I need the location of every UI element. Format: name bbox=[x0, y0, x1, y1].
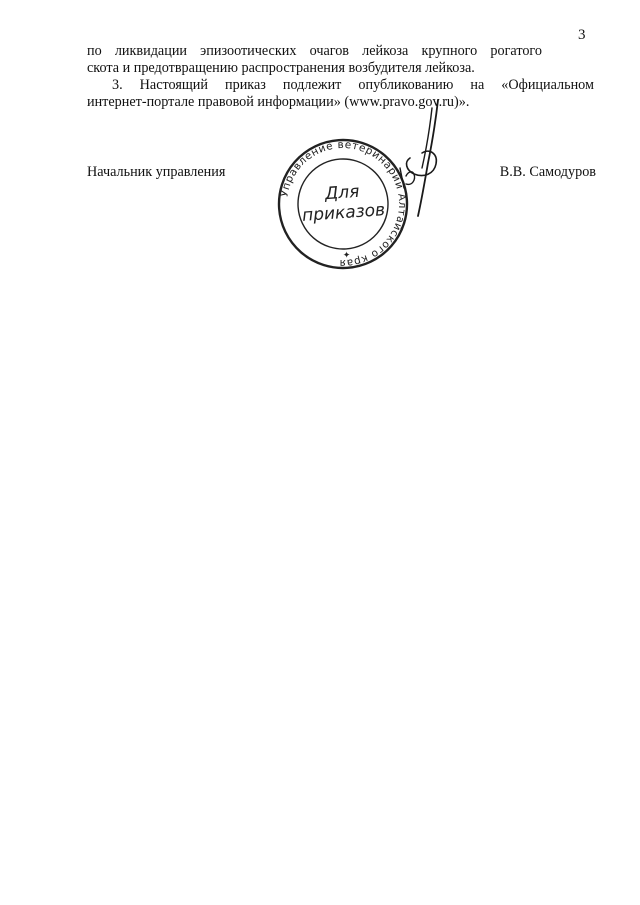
body-line-1: по ликвидации эпизоотических очагов лейкоза крупного рогатого bbox=[87, 43, 542, 59]
signer-position: Начальник управления bbox=[87, 164, 226, 180]
stamp-star-icon: ✦ bbox=[342, 250, 351, 262]
body-line-3: 3. Настоящий приказ подлежит опубликованию на «Официальном bbox=[112, 77, 594, 93]
page-number: 3 bbox=[578, 27, 586, 43]
stamp-ring-text: Управление ветеринарии Алтайского края bbox=[278, 138, 409, 270]
stamp-center-line-1: Для bbox=[324, 181, 361, 205]
handwritten-signature bbox=[392, 98, 452, 218]
body-line-4: интернет-портале правовой информации» (www.pravo.gov.ru)». bbox=[87, 94, 470, 110]
stamp-center-line-2: приказов bbox=[301, 200, 386, 226]
body-line-2: скота и предотвращению распространения возбудителя лейкоза. bbox=[87, 60, 475, 76]
signer-name: В.В. Самодуров bbox=[499, 164, 596, 180]
